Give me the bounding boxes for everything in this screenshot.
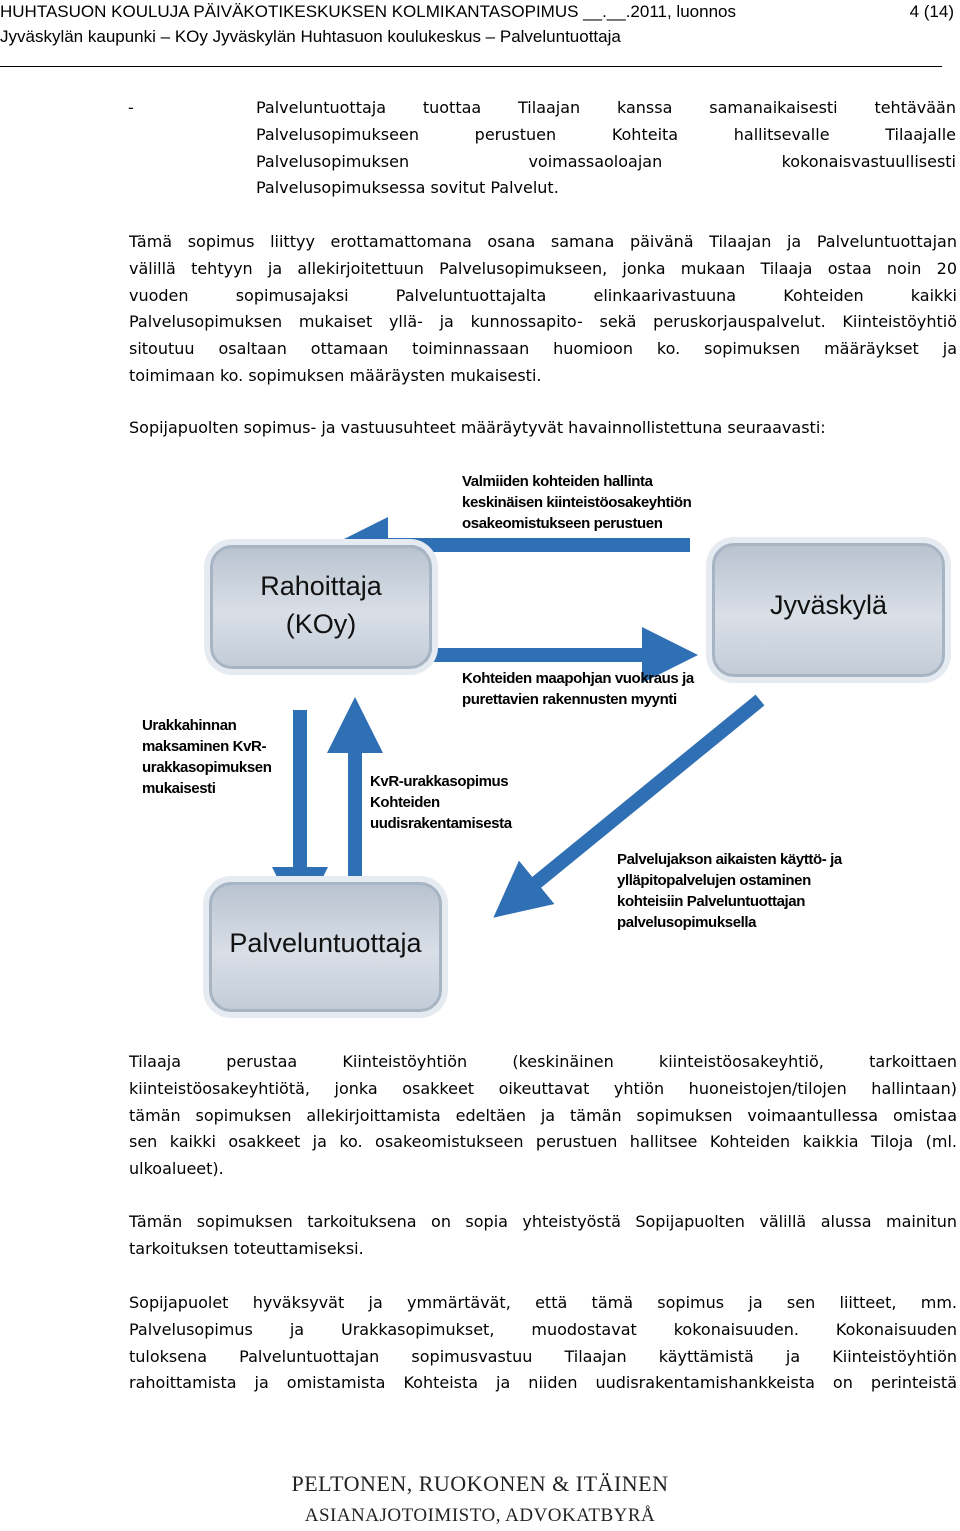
label-line: keskinäisen kiinteistöosakeyhtiön [462,494,692,511]
parties-line: Jyväskylän kaupunki – KOy Jyväskylän Huhtasuon koulukeskus – Palveluntuottaja [0,27,621,46]
label-line: maksaminen KvR- [142,738,267,755]
label-line: ylläpitopalvelujen ostaminen [617,872,811,889]
page-number: 4 (14) [909,2,954,21]
label-payment [142,715,272,799]
label-line: Valmiiden kohteiden hallinta [462,473,653,490]
label-line: Palvelujakson aikaisten käyttö- ja [617,851,842,868]
label-line: osakeomistukseen perustuen [462,515,663,532]
bullet-line: Palveluntuottaja tuottaa Tilaajan kanssa samanaikaisesti tehtävään [256,98,956,117]
paragraph-line: Palvelusopimus ja Urakkasopimukset, muodostavat kokonaisuuden. Kokonaisuuden [129,1319,957,1339]
document-title: HUHTASUON KOULUJA PÄIVÄKOTIKESKUKSEN KOLMIKANTASOPIMUS __.__.2011, luonnos [0,2,736,21]
paragraph-diagram-intro: Sopijapuolten sopimus- ja vastuusuhteet määräytyvät havainnollistettuna seuraavasti: [129,418,826,437]
paragraph-line: vuoden sopimusajaksi Palveluntuottajalta elinkaarivastuuna Kohteiden kaikki [129,285,957,305]
label-line: Kohteiden maapohjan vuokraus ja [462,670,694,687]
firm-name: PELTONEN, RUOKONEN & ITÄINEN [291,1471,669,1496]
paragraph-line: Tämän sopimuksen tarkoituksena on sopia yhteistyöstä Sopijapuolten välillä alussa mainitun [129,1212,957,1231]
paragraph-line: Palvelusopimuksen mukaiset yllä- ja kunnossapito- sekä peruskorjauspalvelut. Kiinteistöyhtiö [129,312,957,332]
label-line: urakkasopimuksen [142,759,272,776]
firm-type: ASIANAJOTOIMISTO, ADVOKATBYRÅ [304,1505,656,1526]
label-line: palvelusopimuksella [617,914,757,931]
paragraph-line: sitoutuu osaltaan ottamaan toiminnassaan huomioon ko. sopimuksen määräykset ja [129,339,957,359]
paragraph-agreement-relation [129,229,957,390]
paragraph-line: kiinteistöosakeyhtiötä, jonka osakkeet oikeuttavat yhtiön huoneistojen/tilojen hallintaan) [129,1078,957,1098]
paragraph-line: välillä tehtyyn ja allekirjoitettuun Palvelusopimukseen, jonka mukaan Tilaaja ostaa noin 20 [129,258,957,278]
paragraph-line: ulkoalueet). [129,1159,224,1179]
paragraph-line: rahoittamista ja omistamista Kohteista ja niiden uudisrakentamishankkeista on perinteistä [129,1373,957,1393]
paragraph-line: tarkoituksen toteuttamiseksi. [129,1238,364,1258]
bullet-line: Palvelusopimuksessa sovitut Palvelut. [256,178,559,198]
label-land-lease [462,668,694,710]
node-jyvaskyla-label: Jyväskylä [769,590,888,620]
node-rahoittaja-label [210,567,432,643]
bullet-line: Palvelusopimukseen perustuen Kohteita hallitsevalle Tilaajalle [256,124,956,144]
paragraph-line: toimimaan ko. sopimuksen määräysten mukaisesti. [129,365,542,385]
bullet-line: Palvelusopimuksen voimassaoloajan kokonaisvastuullisesti [256,151,956,171]
label-ownership [462,471,691,534]
paragraph-whole-agreement [129,1290,957,1397]
label-line: purettavien rakennusten myynti [462,691,677,708]
paragraph-line: tämän sopimuksen allekirjoittamista edeltäen ja tämän sopimuksen voimaantullessa omistaa [129,1105,957,1125]
label-line: Kohteiden [370,794,440,811]
paragraph-line: tuloksena Palveluntuottajan sopimusvastuu Tilaajan käyttämistä ja Kiinteistöyhtiön [129,1346,957,1366]
node-palveluntuottaja-label: Palveluntuottaja [229,928,422,958]
label-line: uudisrakentamisesta [370,815,512,832]
paragraph-line: sen kaikki osakkeet ja ko. osakeomistukseen perustuen hallitsee Kohteiden kaikkia Tiloja (ml. [129,1132,957,1152]
node-rahoittaja-name: Rahoittaja [260,571,382,601]
label-line: Urakkahinnan [142,717,237,734]
bullet-text [256,95,956,202]
label-service-purchase [617,849,842,933]
paragraph-line: Sopijapuolet hyväksyvät ja ymmärtävät, että tämä sopimus ja sen liitteet, mm. [129,1293,957,1312]
label-line: mukaisesti [142,780,216,797]
label-construction-contract [370,771,512,834]
paragraph-real-estate-company [129,1049,957,1183]
paragraph-purpose [129,1209,957,1263]
node-rahoittaja-type: (KOy) [285,609,357,639]
bullet-marker: - [128,98,134,117]
paragraph-line: Tilaaja perustaa Kiinteistöyhtiön (keskinäinen kiinteistöosakeyhtiö, tarkoittaen [129,1052,957,1071]
header-divider [0,66,942,67]
label-line: KvR-urakkasopimus [370,773,509,790]
paragraph-line: Tämä sopimus liittyy erottamattomana osana samana päivänä Tilaajan ja Palveluntuottajan [129,232,957,251]
label-line: kohteisiin Palveluntuottajan [617,893,805,910]
